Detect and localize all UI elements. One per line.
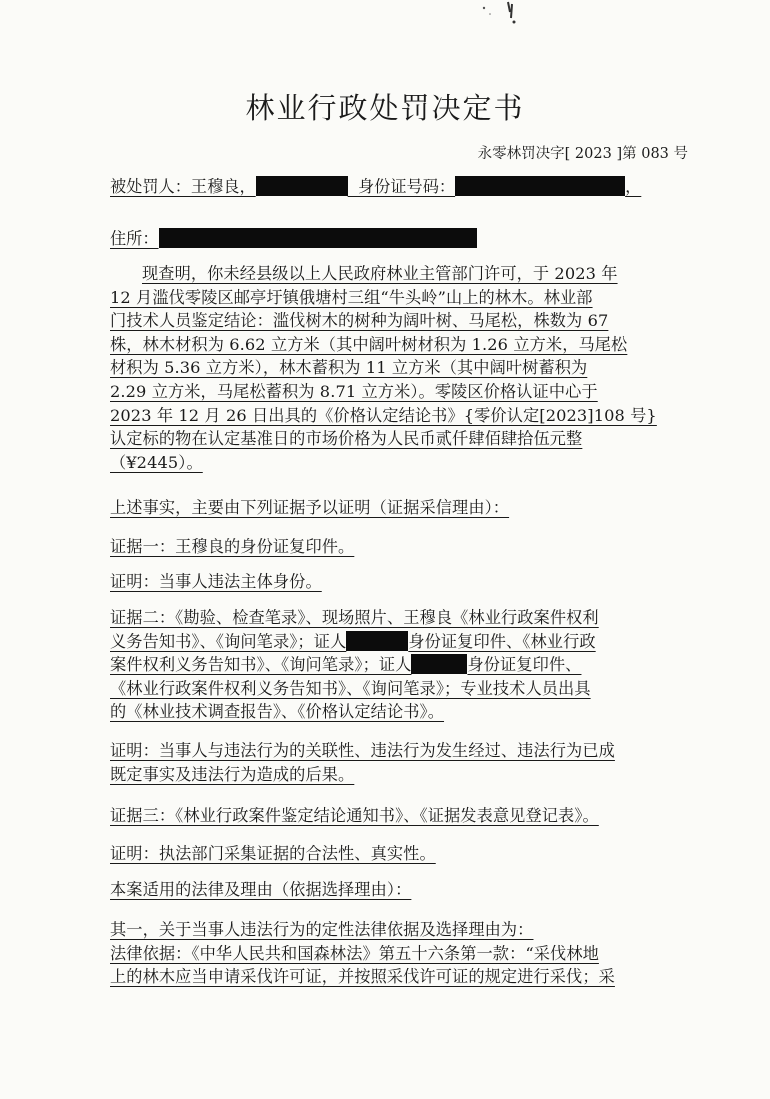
evidence-2-text: 身份证复印件、: [467, 655, 582, 675]
evidence-intro: [110, 496, 690, 520]
address-line: [110, 228, 477, 250]
evidence-2-line: [110, 653, 690, 677]
facts-line: 材积为 5.36 立方米），林木蓄积为 11 立方米（其中阔叶树蓄积为: [110, 358, 588, 378]
evidence-3-text: 证据三：《林业行政案件鉴定结论通知书》、《证据发表意见登记表》。: [110, 806, 599, 825]
evidence-2-line: 《林业行政案件权利义务告知书》、《询问笔录》；专业技术人员出具: [110, 678, 591, 698]
party-label: 被处罚人：王穆良，: [110, 177, 256, 196]
proof-2-line: 既定事实及违法行为造成的后果。: [110, 764, 355, 784]
document-title: 林业行政处罚决定书: [245, 91, 525, 125]
proof-2: [110, 739, 690, 786]
facts-line: 2.29 立方米，马尾松蓄积为 8.71 立方米）。零陵区价格认证中心于: [110, 381, 598, 401]
evidence-2-text: 义务告知书》、《询问笔录》；证人: [110, 631, 347, 651]
evidence-2-line: 的《林业技术调查报告》、《价格认定结论书》。: [110, 702, 445, 722]
law-line: 法律依据：《中华人民共和国森林法》第五十六条第一款：“采伐林地: [110, 943, 599, 963]
redaction-box: [159, 228, 477, 248]
facts-line: 2023 年 12 月 26 日出具的《价格认定结论书》{零价认定[2023]108 号}: [110, 405, 657, 425]
evidence-2-text: 身份证复印件、《林业行政: [408, 631, 596, 651]
evidence-2: [110, 606, 690, 724]
law-line: 其一，关于当事人违法行为的定性法律依据及选择理由为：: [110, 920, 534, 939]
proof-1-text: 证明：当事人违法主体身份。: [110, 572, 322, 591]
redaction-box: [256, 176, 348, 196]
facts-line: 12 月滥伐零陵区邮亭圩镇俄塘村三组“牛头岭”山上的林木。林业部: [110, 287, 593, 307]
redaction-box: [455, 176, 625, 196]
id-label: 身份证号码：: [357, 177, 456, 196]
facts-line: 株，林木材积为 6.62 立方米（其中阔叶树材积为 1.26 立方米，马尾松: [110, 334, 628, 354]
proof-3: [110, 842, 690, 866]
evidence-2-text: 案件权利义务告知书》、《询问笔录》；证人: [110, 655, 412, 675]
evidence-3: [110, 804, 690, 828]
proof-2-line: 证明：当事人与违法行为的关联性、违法行为发生经过、违法行为已成: [110, 741, 615, 760]
law-paragraph: [110, 918, 690, 989]
proof-3-text: 证明：执法部门采集证据的合法性、真实性。: [110, 844, 436, 863]
facts-line: 认定标的物在认定基准日的市场价格为人民币贰仟肆佰肆拾伍元整: [110, 429, 583, 449]
id-suffix: ，: [625, 177, 642, 196]
law-intro-text: 本案适用的法律及理由（依据选择理由）：: [110, 880, 412, 899]
document-number: 永零林罚决字[ 2023 ]第 083 号: [477, 146, 688, 162]
facts-paragraph: [110, 262, 690, 474]
facts-line: 门技术人员鉴定结论：滥伐树木的树种为阔叶树、马尾松，株数为 67: [110, 311, 609, 331]
law-intro: [110, 878, 690, 902]
scan-artifact: [470, 0, 550, 30]
evidence-2-line: 证据二：《勘验、检查笔录》、现场照片、王穆良《林业行政案件权利: [110, 608, 599, 627]
party-line: [110, 176, 641, 198]
evidence-intro-text: 上述事实，主要由下列证据予以证明（证据采信理由）：: [110, 498, 510, 517]
evidence-2-line: [110, 630, 690, 654]
evidence-1-text: 证据一：王穆良的身份证复印件。: [110, 537, 355, 556]
evidence-1: [110, 535, 690, 559]
redaction-box: [346, 631, 408, 651]
facts-line: （¥2445）。: [110, 452, 203, 472]
facts-line: 现查明，你未经县级以上人民政府林业主管部门许可，于 2023 年: [142, 264, 618, 283]
address-label: 住所：: [110, 229, 159, 248]
law-line: 上的林木应当申请采伐许可证，并按照采伐许可证的规定进行采伐；采: [110, 967, 615, 987]
proof-1: [110, 570, 690, 594]
redaction-box: [411, 654, 467, 674]
